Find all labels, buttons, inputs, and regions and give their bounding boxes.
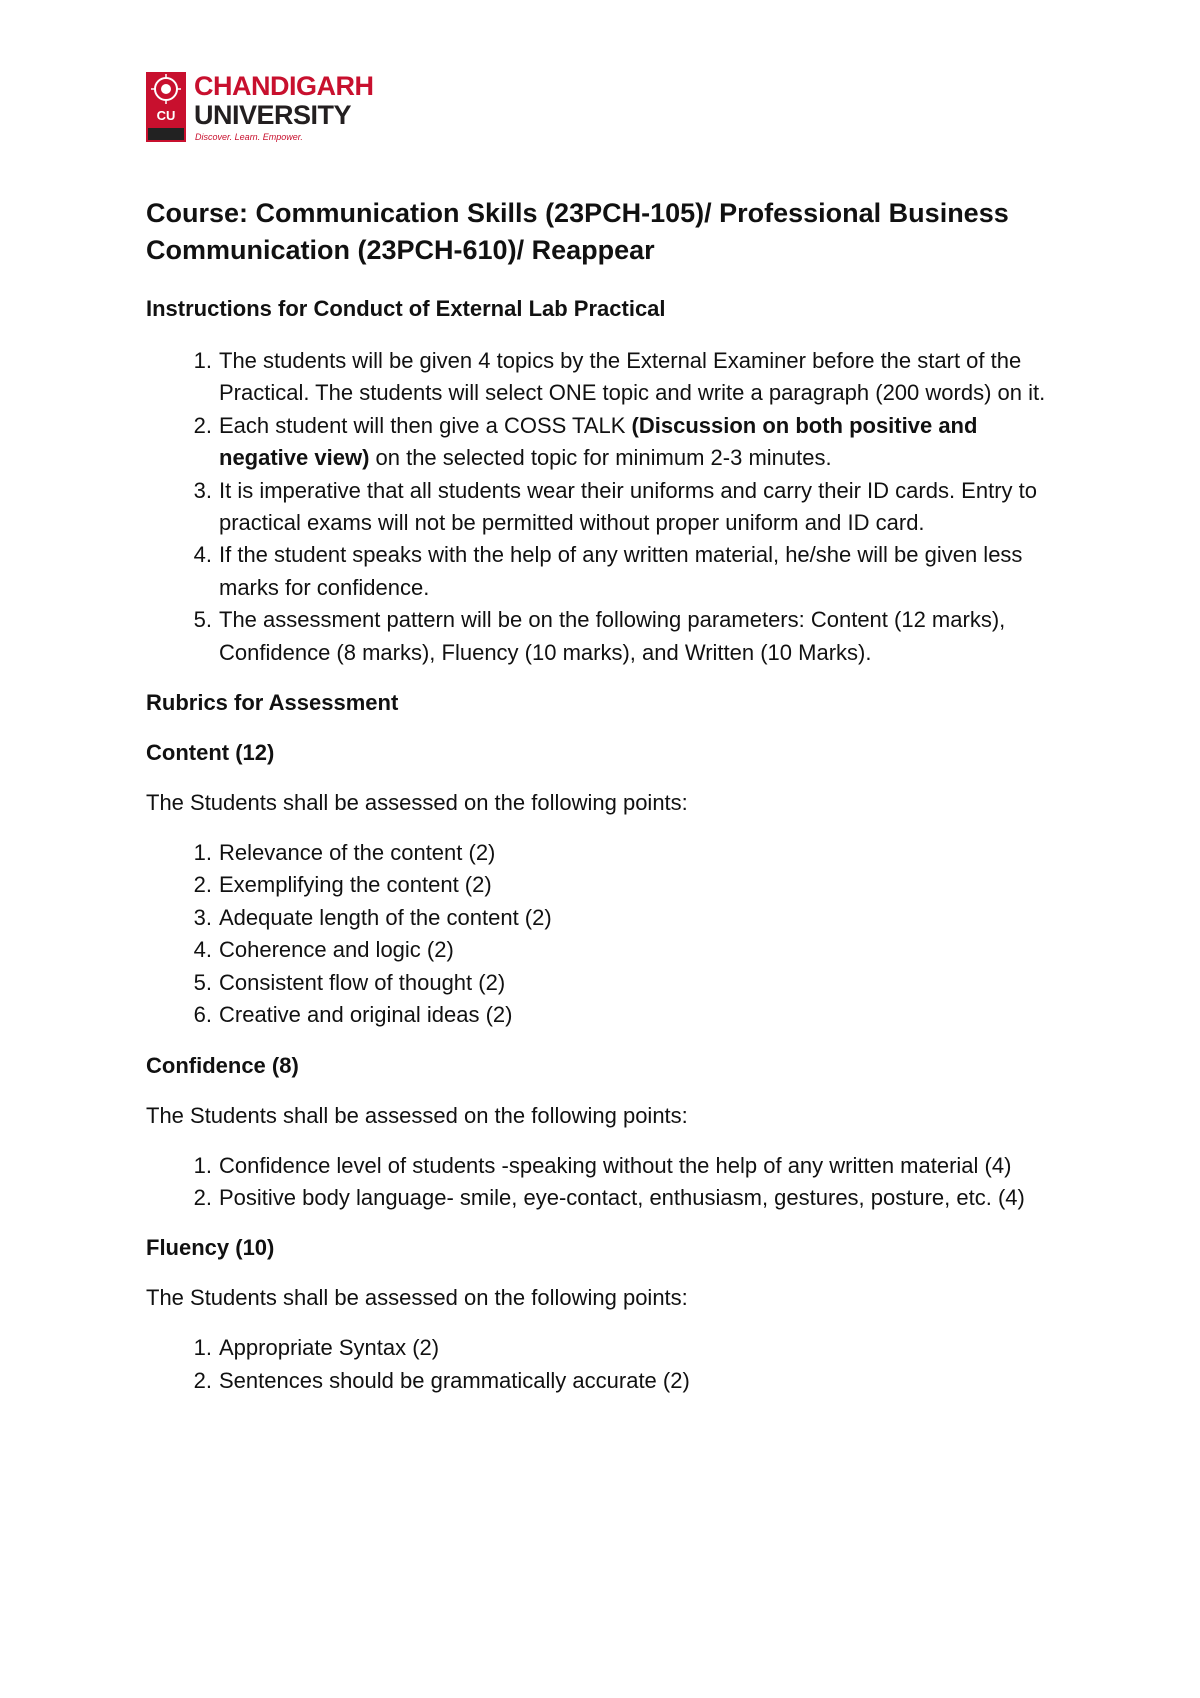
list-item: 2. Sentences should be grammatically accurate (2) [193, 1367, 690, 1393]
fluency-intro: The Students shall be assessed on the following points: [146, 1285, 688, 1311]
logo-mark-text: CU [156, 108, 176, 123]
list-item: 1. Relevance of the content (2) [193, 840, 496, 866]
list-item: 4. Coherence and logic (2) [193, 937, 454, 963]
list-item: 2. Positive body language- smile, eye-contact, enthusiasm, gestures, posture, etc. (4) [193, 1184, 1025, 1210]
university-logo [146, 71, 374, 144]
logo-name-line1: CHANDIGARH [194, 71, 374, 101]
list-item: 1. Appropriate Syntax (2) [193, 1335, 440, 1361]
list-item: 2. Exemplifying the content (2) [193, 872, 492, 898]
list-item: 2. Each student will then give a COSS TALK (Discussion on both positive and negative view) on the selected topic for minimum 2-3 minutes. [193, 412, 978, 471]
list-item: 1. Confidence level of students -speaking without the help of any written material (4) [193, 1152, 1012, 1178]
list-item: 4. If the student speaks with the help of any written material, he/she will be given less marks for confidence. [193, 542, 1023, 600]
content-criteria-list [146, 837, 1066, 1031]
confidence-intro: The Students shall be assessed on the following points: [146, 1102, 688, 1128]
document-body [146, 195, 1066, 1417]
emblem-icon [146, 72, 186, 108]
instructions-heading: Instructions for Conduct of External Lab Practical [146, 296, 666, 321]
logo-name-line2: UNIVERSITY [194, 100, 352, 130]
rubrics-heading: Rubrics for Assessment [146, 690, 399, 716]
list-item: 3. It is imperative that all students wear their uniforms and carry their ID cards. Entry to practical exams will not be permitted without proper uniform and ID card. [193, 477, 1037, 536]
list-item: 1. The students will be given 4 topics by the External Examiner before the start of the Practical. The students will select ONE topic and write a paragraph (200 words) on it. [193, 348, 1046, 406]
course-title-line2: Communication (23PCH-610)/ Reappear [146, 235, 655, 265]
list-item: 5. Consistent flow of thought (2) [193, 969, 506, 995]
list-item: 6. Creative and original ideas (2) [193, 1002, 513, 1028]
course-title-line1: Course: Communication Skills (23PCH-105)/ Professional Business [146, 198, 1009, 228]
confidence-criteria-list [146, 1150, 1066, 1215]
logo-tagline: Discover. Learn. Empower. [195, 132, 303, 142]
logo-emblem [146, 72, 186, 142]
course-title [146, 195, 1066, 269]
list-item: 3. Adequate length of the content (2) [193, 904, 552, 930]
logo-wordmark [194, 72, 374, 130]
confidence-heading: Confidence (8) [146, 1052, 299, 1078]
logo-mark-underbar [148, 128, 184, 140]
instructions-list [146, 345, 1066, 669]
content-intro: The Students shall be assessed on the following points: [146, 790, 688, 816]
content-heading: Content (12) [146, 740, 275, 766]
fluency-criteria-list [146, 1332, 1066, 1397]
list-item: 5. The assessment pattern will be on the following parameters: Content (12 marks), Confidence (8 marks), Fluency (10 marks), and Written (10 Marks). [193, 607, 1006, 665]
fluency-heading: Fluency (10) [146, 1235, 275, 1261]
